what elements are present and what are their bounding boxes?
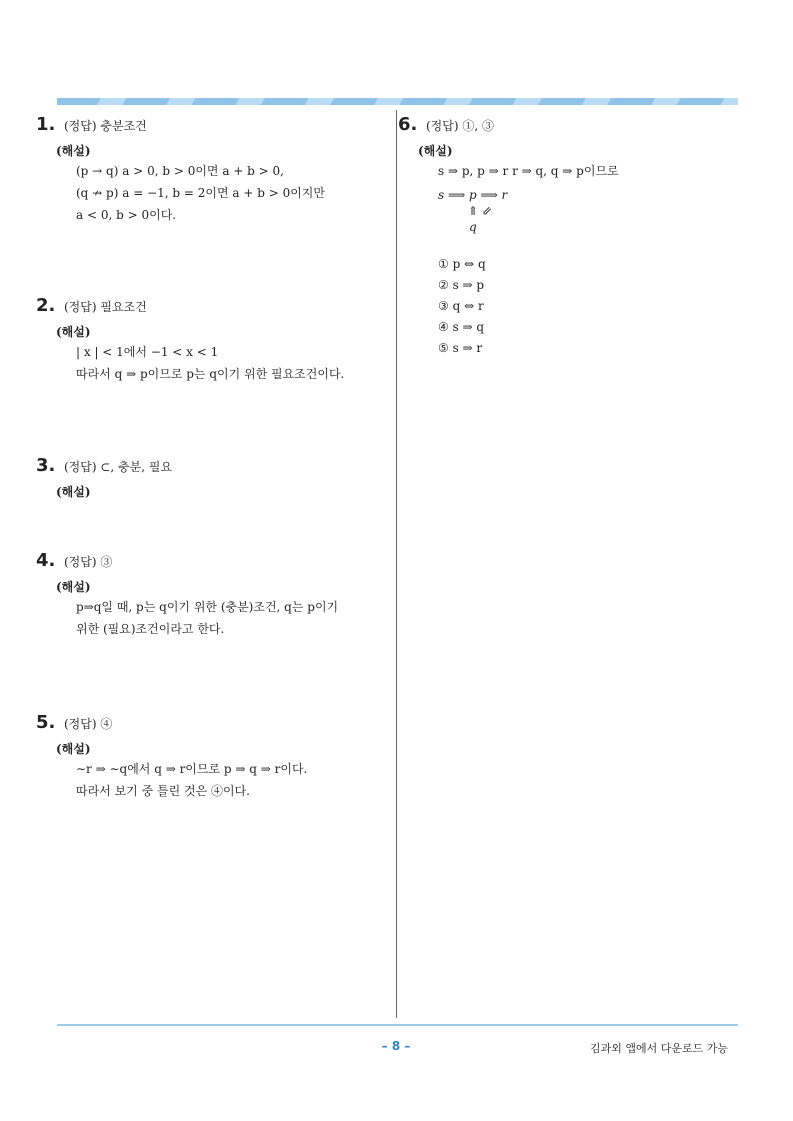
problem-header	[36, 550, 338, 572]
column-divider	[396, 110, 397, 1018]
explanation-line: | x | < 1에서 −1 < x < 1	[76, 345, 219, 359]
problem-header	[36, 114, 325, 136]
choice-item: ① p ⇔ q	[438, 257, 486, 271]
problem-number: 3.	[36, 455, 56, 476]
choice-item: ③ q ⇔ r	[438, 299, 484, 313]
diagram-bottom-label: q	[469, 220, 477, 234]
answer-text: (정답) ①, ③	[426, 119, 494, 133]
choice-item: ⑤ s ⇒ r	[438, 341, 483, 355]
explanation-label: (해설)	[56, 742, 91, 756]
explanation-line: a < 0, b > 0이다.	[76, 208, 177, 222]
answer-text: (정답) 필요조건	[64, 300, 147, 314]
explanation-body	[76, 341, 344, 385]
explanation-line: ∼r ⇒ ∼q에서 q ⇒ r이므로 p ⇒ q ⇒ r이다.	[76, 762, 308, 776]
diagram-arrows: ⇑ ⇙	[468, 204, 492, 218]
problem-4	[36, 550, 338, 640]
choice-item: ② s ⇒ p	[438, 278, 485, 292]
problem-header	[398, 114, 619, 136]
explanation-label: (해설)	[56, 580, 91, 594]
answer-text: (정답) ⊂, 충분, 필요	[64, 460, 173, 474]
answer-text: (정답) ③	[64, 555, 113, 569]
explanation-line: 위한 (필요)조건이라고 한다.	[76, 622, 225, 636]
page-number: – 8 –	[381, 1039, 411, 1053]
explanation-line: (p → q) a > 0, b > 0이면 a + b > 0,	[76, 164, 284, 178]
explanation-line: s ⇒ p, p ⇒ r r ⇒ q, q ⇒ p이므로	[438, 164, 619, 178]
problem-5	[36, 712, 307, 802]
problem-header	[36, 455, 172, 477]
problem-2	[36, 295, 344, 385]
problem-number: 5.	[36, 712, 56, 733]
choice-list	[438, 254, 619, 359]
explanation-body	[438, 160, 619, 182]
explanation-label: (해설)	[56, 144, 91, 158]
problem-3	[36, 455, 172, 501]
problem-number: 4.	[36, 550, 56, 571]
problem-number: 2.	[36, 295, 56, 316]
explanation-label: (해설)	[418, 144, 453, 158]
explanation-body	[76, 758, 307, 802]
header-decorative-band	[57, 98, 738, 105]
explanation-label: (해설)	[56, 325, 91, 339]
problem-6	[398, 114, 619, 359]
problem-header	[36, 295, 344, 317]
problem-1	[36, 114, 325, 226]
answer-text: (정답) 충분조건	[64, 119, 147, 133]
problem-number: 6.	[398, 114, 418, 135]
diagram-top-row: s ⟹ p ⟹ r	[438, 188, 508, 202]
explanation-label: (해설)	[56, 485, 91, 499]
footer-rule	[57, 1024, 738, 1026]
explanation-line: 따라서 q ⇒ p이므로 p는 q이기 위한 필요조건이다.	[76, 367, 345, 381]
choice-item: ④ s ⇒ q	[438, 320, 485, 334]
explanation-line: 따라서 보기 중 틀린 것은 ④이다.	[76, 784, 250, 798]
explanation-line: p⇒q일 때, p는 q이기 위한 (충분)조건, q는 p이기	[76, 600, 339, 614]
answer-text: (정답) ④	[64, 717, 113, 731]
explanation-line: (q ↛ p) a = −1, b = 2이면 a + b > 0이지만	[76, 186, 325, 200]
problem-number: 1.	[36, 114, 56, 135]
implication-diagram	[438, 188, 528, 240]
footer-note: 김과외 앱에서 다운로드 가능	[589, 1042, 728, 1055]
problem-header	[36, 712, 307, 734]
explanation-body	[76, 596, 338, 640]
explanation-body	[76, 160, 325, 226]
